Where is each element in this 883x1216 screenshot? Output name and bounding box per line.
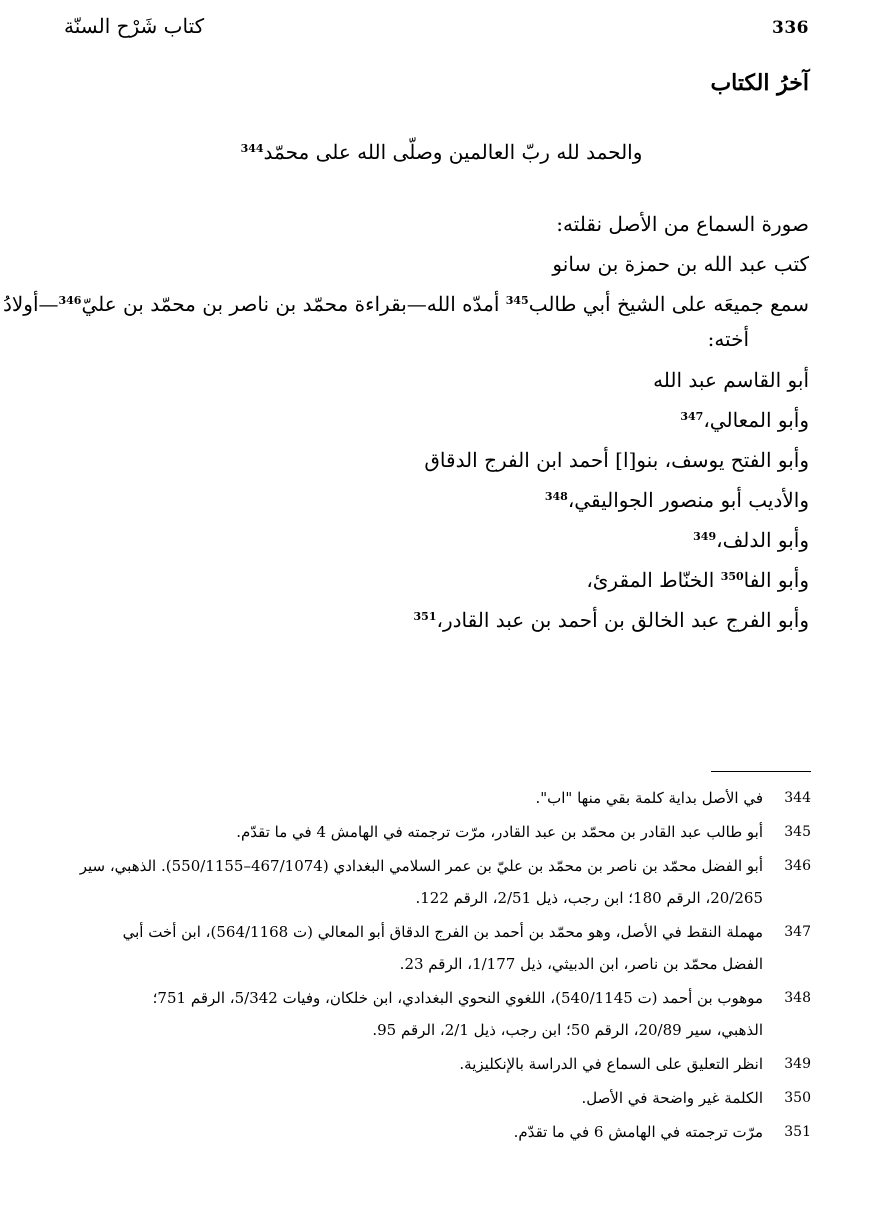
body-line: صورة السماع من الأصل نقلته:	[556, 212, 809, 236]
footnote-line: مهملة النقط في الأصل، وهو محمّد بن أحمد بن الفرج الدقاق أبو المعالي (ت 564/1168)، ابن أخت أبي	[122, 923, 763, 941]
body-line-part: وأبو الفرج عبد الخالق بن أحمد بن عبد القادر،	[436, 608, 809, 632]
footnote-text: مرّت ترجمته في الهامش 6 في ما تقدّم.	[513, 1123, 763, 1141]
body-line-part: —أولادُ	[2, 292, 59, 316]
footnote-number: 344	[784, 790, 811, 806]
body-line: أخته:	[707, 327, 749, 351]
footnote	[56, 1116, 811, 1148]
body-line	[60, 480, 809, 520]
footnote-text: في الأصل بداية كلمة بقي منها "اب".	[535, 789, 763, 807]
footnote-number: 349	[784, 1056, 811, 1072]
footnote-number: 351	[784, 1124, 811, 1140]
footnote-ref[interactable]: 346	[58, 294, 82, 307]
footnote	[56, 982, 811, 1046]
body-line-part: وأبو الدلف،	[716, 528, 809, 552]
footnote	[56, 782, 811, 814]
footnote-ref[interactable]: 344	[240, 142, 264, 155]
body-line-part: وأبو المعالي،	[703, 408, 809, 432]
footnote-divider	[711, 771, 811, 772]
body-line-part: الخنّاط المقرئ،	[586, 568, 721, 592]
footnote-ref[interactable]: 348	[544, 490, 568, 503]
body-line-part: سمع جميعَه على الشيخ أبي طالب	[528, 292, 809, 316]
footnote-line: موهوب بن أحمد (ت 540/1145)، اللغوي النحوي البغدادي، ابن خلكان، وفيات 5/342، الرقم 751؛	[152, 989, 763, 1007]
body-line-part: أمدّه الله—بقراءة محمّد بن ناصر بن محمّد بن عليّ	[81, 292, 506, 316]
footnotes	[56, 782, 811, 1150]
body-line	[60, 600, 809, 640]
footnote	[56, 1082, 811, 1114]
body-line	[60, 400, 809, 440]
page-number: 336	[772, 18, 809, 38]
footnote-number: 347	[784, 924, 811, 940]
footnote-text	[56, 850, 771, 914]
footnote-text: انظر التعليق على السماع في الدراسة بالإنكليزية.	[459, 1055, 763, 1073]
footnote	[56, 850, 811, 914]
footnote-ref[interactable]: 350	[720, 570, 744, 583]
footnote-ref[interactable]: 351	[413, 610, 437, 623]
body-line-part: وأبو الفا	[743, 568, 809, 592]
footnote-line: الذهبي، سير 20/89، الرقم 50؛ ابن رجب، ذيل 2/1، الرقم 95.	[372, 1021, 763, 1039]
footnote-number: 345	[784, 824, 811, 840]
footnote-ref[interactable]: 349	[693, 530, 717, 543]
footnote-line: 20/265، الرقم 180؛ ابن رجب، ذيل 2/51، الرقم 122.	[415, 889, 763, 907]
footnote	[56, 816, 811, 848]
footnote-ref[interactable]: 347	[680, 410, 704, 423]
footnote-text: أبو طالب عبد القادر بن محمّد بن عبد القادر، مرّت ترجمته في الهامش 4 في ما تقدّم.	[236, 823, 763, 841]
footnote-line: أبو الفضل محمّد بن ناصر بن محمّد بن عليّ بن عمر السلامي البغدادي (467/1074–550/1155). الذهبي، سير	[79, 857, 763, 875]
footnote-number: 346	[784, 858, 811, 874]
footnote	[56, 1048, 811, 1080]
footnote	[56, 916, 811, 980]
body-line-part: والأديب أبو منصور الجواليقي،	[567, 488, 809, 512]
footnote-text	[56, 916, 771, 980]
footnote-text: الكلمة غير واضحة في الأصل.	[581, 1089, 763, 1107]
body-line: أبو القاسم عبد الله	[653, 368, 809, 392]
doxology-text: والحمد لله ربّ العالمين وصلّى الله على محمّد	[263, 140, 643, 164]
footnote-number: 350	[784, 1090, 811, 1106]
body-line	[60, 560, 809, 600]
doxology	[0, 140, 883, 164]
body-line	[2, 284, 809, 324]
footnote-line: الفضل محمّد بن ناصر، ابن الدبيثي، ذيل 1/177، الرقم 23.	[399, 955, 763, 973]
section-heading: آخرُ الكتاب	[710, 70, 809, 96]
samaa-text	[2, 204, 809, 640]
footnote-number: 348	[784, 990, 811, 1006]
body-line	[60, 520, 809, 560]
body-line: وأبو الفتح يوسف، بنو[ا] أحمد ابن الفرج الدقاق	[424, 448, 809, 472]
footnote-text	[56, 982, 771, 1046]
footnote-ref[interactable]: 345	[505, 294, 529, 307]
body-line: كتب عبد الله بن حمزة بن سانو	[552, 252, 809, 276]
running-header: كتاب شَرْح السنّة	[64, 14, 205, 38]
